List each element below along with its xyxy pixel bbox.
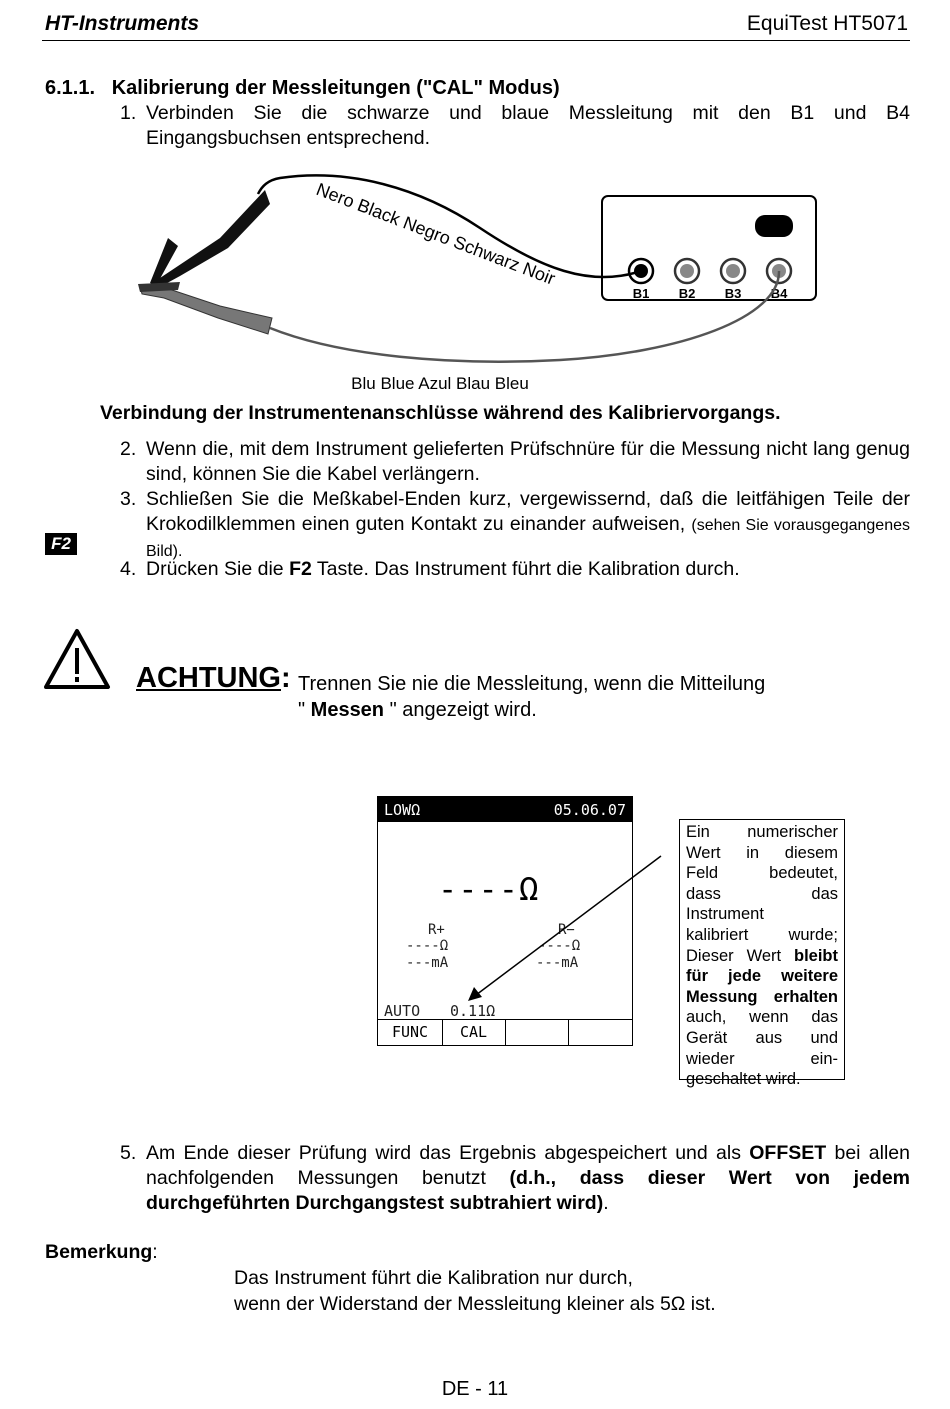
- step-number: 2.: [120, 438, 137, 460]
- warning-triangle-icon: [43, 628, 111, 690]
- black-crocodile-clip: [150, 190, 270, 288]
- note-line-7b: bleibt: [794, 946, 838, 965]
- warning-title-colon: :: [281, 662, 291, 694]
- step-5-post: .: [603, 1192, 609, 1214]
- step-number: 4.: [120, 558, 137, 580]
- lcd-rminus-ohm: ----Ω: [538, 938, 581, 954]
- softkey-cal[interactable]: CAL: [442, 1020, 506, 1046]
- warning-line-2: [298, 697, 765, 723]
- page-number: DE - 11: [441, 1378, 509, 1400]
- note-line: kalibriert wurde;: [686, 925, 838, 944]
- step-3-aside: (sehen Sie vorausgegangenes Bild).: [146, 517, 911, 560]
- step-1: [120, 101, 910, 151]
- socket-label-b2: B2: [678, 286, 696, 301]
- lcd-rplus-label: R+: [428, 922, 445, 938]
- warning-title: [136, 662, 291, 695]
- softkey-4[interactable]: [568, 1020, 632, 1046]
- step-4: [120, 557, 910, 582]
- step-5: [120, 1141, 910, 1216]
- note-line: Ein numerischer: [686, 823, 838, 841]
- remark-line-2: wenn der Widerstand der Messleitung kleiner als 5Ω ist.: [234, 1293, 716, 1315]
- warning-message-name: Messen: [310, 699, 385, 721]
- step-text: [146, 1141, 910, 1216]
- socket-label-b1: B1: [632, 286, 650, 301]
- socket-label-b4: B4: [770, 286, 788, 301]
- remark-text: [234, 1265, 716, 1317]
- step-number: 5.: [120, 1142, 137, 1164]
- lcd-offset-value: 0.11Ω: [450, 1002, 496, 1020]
- note-line: Messung erhalten: [686, 987, 838, 1006]
- section-title-text: Kalibrierung der Messleitungen ("CAL" Modus): [111, 77, 560, 99]
- test-leads-figure: [120, 168, 840, 396]
- lcd-rplus-ohm: ----Ω: [406, 938, 449, 954]
- section-title: [45, 77, 560, 100]
- header-model: EquiTest HT5071: [746, 12, 908, 35]
- warning-line-2-rest: " angezeigt wird.: [384, 699, 537, 721]
- step-text: [146, 487, 910, 564]
- note-line: Instrument: [686, 905, 764, 924]
- remark-label: [45, 1240, 158, 1265]
- note-line: für jede weitere: [686, 967, 838, 986]
- step-5-explanation: (d.h., dass dieser Wert von jedem durchgeführten Durchgangstest subtrahiert wird): [146, 1167, 911, 1214]
- lcd-status-bar: [378, 797, 632, 822]
- step-4-pre: Drücken Sie die: [146, 558, 290, 580]
- warning-quote-open: ": [298, 699, 311, 721]
- step-number: 3.: [120, 488, 137, 510]
- blue-crocodile-clip: [138, 282, 272, 334]
- step-text: Verbinden Sie die schwarze und blaue Messleitung mit den B1 und B4 Eingangsbuchsen entsprechend.: [146, 102, 910, 149]
- lcd-softkey-bar: [378, 1019, 632, 1046]
- note-line-7a: Dieser Wert: [686, 946, 794, 965]
- lcd-auto: AUTO: [384, 1002, 421, 1020]
- figure-caption: Verbindung der Instrumentenanschlüsse während des Kalibriervorgangs.: [100, 402, 781, 424]
- note-line: Wert in diesem: [686, 843, 838, 862]
- remark-label-text: Bemerkung: [45, 1241, 153, 1263]
- remark-colon: :: [152, 1241, 158, 1263]
- lcd-main-reading: ----Ω: [438, 870, 540, 908]
- step-2: [120, 437, 910, 487]
- softkey-3[interactable]: [505, 1020, 569, 1046]
- step-3: [120, 487, 910, 564]
- step-text: Wenn die, mit dem Instrument gelieferten Prüfschnüre für die Messung nicht lang genug sind, können Sie die Kabel verlängern.: [146, 438, 910, 485]
- note-line: geschaltet wird.: [686, 1070, 801, 1089]
- softkey-func[interactable]: FUNC: [378, 1020, 443, 1046]
- annotation-note: [679, 819, 845, 1089]
- warning-title-word: ACHTUNG: [136, 662, 281, 694]
- section-number: 6.1.1.: [45, 77, 96, 99]
- f2-key-badge: F2: [45, 533, 77, 555]
- blue-cable-label: Blu Blue Azul Blau Bleu: [351, 374, 529, 393]
- note-line: Gerät aus und: [686, 1028, 838, 1047]
- lcd-rminus-ma: ---mA: [536, 955, 579, 971]
- lcd-mode: LOWΩ: [384, 801, 421, 819]
- step-number: 1.: [120, 102, 137, 124]
- header-brand: HT-Instruments: [45, 12, 200, 35]
- socket-b3: [721, 259, 745, 283]
- step-5-pre: Am Ende dieser Prüfung wird das Ergebnis abgespeichert und als: [146, 1142, 750, 1164]
- lcd-rminus-label: R−: [558, 922, 575, 938]
- warning-text: [298, 671, 765, 723]
- lcd-date: 05.06.07: [553, 801, 626, 819]
- remark-line-1: Das Instrument führt die Kalibration nur durch,: [234, 1267, 633, 1289]
- note-line: [686, 946, 838, 967]
- lcd-rplus-ma: ---mA: [406, 955, 449, 971]
- note-line: auch, wenn das: [686, 1008, 838, 1027]
- warning-line-1: Trennen Sie nie die Messleitung, wenn die Mitteilung: [298, 673, 766, 695]
- note-line: Feld bedeutet,: [686, 864, 838, 883]
- step-4-post: Taste. Das Instrument führt die Kalibration durch.: [311, 558, 740, 580]
- instrument-display-slot: [755, 215, 793, 237]
- instrument-panel: [602, 196, 816, 300]
- socket-label-b3: B3: [724, 286, 742, 301]
- step-text: [146, 557, 910, 582]
- step-5-offset: OFFSET: [749, 1142, 827, 1164]
- step-5-mid: bei allen nachfolgenden Messungen benutzt: [146, 1142, 910, 1189]
- socket-b2: [675, 259, 699, 283]
- header-divider: [42, 40, 910, 41]
- annotation-arrow: [460, 850, 670, 1010]
- black-cable-label: Nero Black Negro Schwarz Noir: [313, 179, 558, 289]
- note-line: dass das: [686, 884, 838, 903]
- step-3-main: Schließen Sie die Meßkabel-Enden kurz, vergewissernd, daß die leitfähigen Teile der Krokodilklemmen einen guten Kontakt zu einander aufweisen,: [146, 488, 910, 535]
- note-line: wieder ein-: [686, 1049, 838, 1068]
- step-4-key: F2: [289, 558, 312, 580]
